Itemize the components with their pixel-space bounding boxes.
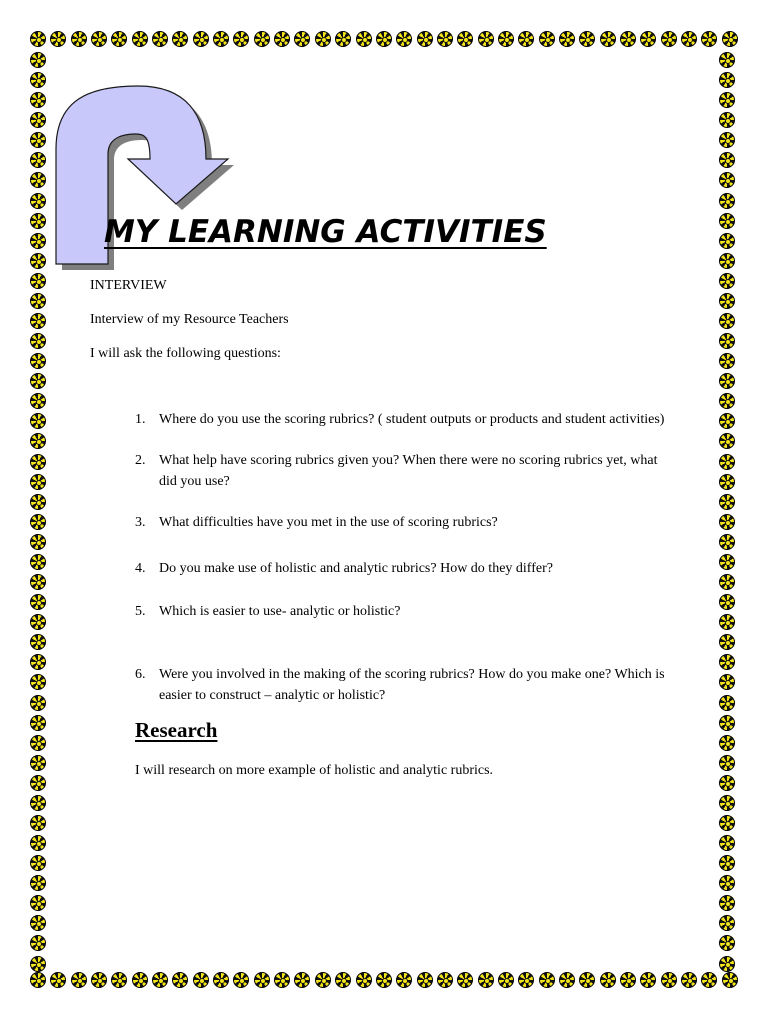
radiation-symbol-icon bbox=[600, 972, 616, 988]
radiation-symbol-icon bbox=[719, 213, 735, 229]
radiation-symbol-icon bbox=[50, 972, 66, 988]
radiation-symbol-icon bbox=[30, 594, 46, 610]
radiation-symbol-icon bbox=[498, 31, 514, 47]
radiation-symbol-icon bbox=[719, 956, 735, 972]
radiation-symbol-icon bbox=[719, 112, 735, 128]
radiation-symbol-icon bbox=[661, 972, 677, 988]
radiation-symbol-icon bbox=[71, 31, 87, 47]
radiation-symbol-icon bbox=[719, 775, 735, 791]
radiation-symbol-icon bbox=[719, 253, 735, 269]
radiation-symbol-icon bbox=[30, 193, 46, 209]
radiation-symbol-icon bbox=[30, 835, 46, 851]
radiation-symbol-icon bbox=[600, 31, 616, 47]
radiation-symbol-icon bbox=[719, 534, 735, 550]
radiation-symbol-icon bbox=[579, 31, 595, 47]
list-text: Which is easier to use- analytic or holistic? bbox=[159, 604, 401, 619]
radiation-symbol-icon bbox=[539, 972, 555, 988]
radiation-symbol-icon bbox=[719, 52, 735, 68]
list-number: 2. bbox=[135, 453, 146, 468]
radiation-symbol-icon bbox=[719, 895, 735, 911]
radiation-symbol-icon bbox=[233, 31, 249, 47]
intro-text: I will ask the following questions: bbox=[90, 346, 281, 361]
radiation-symbol-icon bbox=[132, 31, 148, 47]
radiation-symbol-icon bbox=[30, 454, 46, 470]
radiation-symbol-icon bbox=[30, 815, 46, 831]
radiation-symbol-icon bbox=[30, 514, 46, 530]
radiation-symbol-icon bbox=[719, 715, 735, 731]
radiation-symbol-icon bbox=[193, 31, 209, 47]
list-number: 4. bbox=[135, 561, 146, 576]
radiation-symbol-icon bbox=[722, 31, 738, 47]
radiation-symbol-icon bbox=[478, 31, 494, 47]
radiation-symbol-icon bbox=[30, 353, 46, 369]
radiation-symbol-icon bbox=[681, 972, 697, 988]
research-text: I will research on more example of holistic and analytic rubrics. bbox=[135, 763, 494, 778]
radiation-symbol-icon bbox=[30, 494, 46, 510]
list-text: Were you involved in the making of the scoring rubrics? How do you make one? Which is easier to construct – analytic or holistic? bbox=[159, 667, 665, 703]
list-item bbox=[135, 602, 695, 623]
radiation-symbol-icon bbox=[274, 31, 290, 47]
radiation-symbol-icon bbox=[498, 972, 514, 988]
radiation-symbol-icon bbox=[50, 31, 66, 47]
list-item bbox=[135, 513, 695, 534]
radiation-symbol-icon bbox=[111, 972, 127, 988]
radiation-symbol-icon bbox=[719, 795, 735, 811]
radiation-symbol-icon bbox=[30, 735, 46, 751]
radiation-symbol-icon bbox=[30, 72, 46, 88]
radiation-symbol-icon bbox=[518, 972, 534, 988]
radiation-symbol-icon bbox=[719, 574, 735, 590]
radiation-symbol-icon bbox=[30, 253, 46, 269]
radiation-symbol-icon bbox=[719, 915, 735, 931]
list-item bbox=[135, 410, 695, 431]
radiation-symbol-icon bbox=[30, 574, 46, 590]
list-number: 3. bbox=[135, 515, 146, 530]
radiation-symbol-icon bbox=[152, 31, 168, 47]
radiation-symbol-icon bbox=[30, 52, 46, 68]
radiation-symbol-icon bbox=[132, 972, 148, 988]
radiation-symbol-icon bbox=[30, 233, 46, 249]
radiation-symbol-icon bbox=[719, 273, 735, 289]
radiation-symbol-icon bbox=[719, 594, 735, 610]
radiation-symbol-icon bbox=[30, 674, 46, 690]
radiation-symbol-icon bbox=[437, 31, 453, 47]
radiation-symbol-icon bbox=[681, 31, 697, 47]
radiation-symbol-icon bbox=[719, 494, 735, 510]
radiation-symbol-icon bbox=[193, 972, 209, 988]
radiation-symbol-icon bbox=[396, 972, 412, 988]
border-right bbox=[719, 52, 741, 972]
radiation-symbol-icon bbox=[376, 972, 392, 988]
radiation-symbol-icon bbox=[172, 972, 188, 988]
radiation-symbol-icon bbox=[518, 31, 534, 47]
radiation-symbol-icon bbox=[30, 534, 46, 550]
radiation-symbol-icon bbox=[30, 554, 46, 570]
radiation-symbol-icon bbox=[478, 972, 494, 988]
radiation-symbol-icon bbox=[294, 31, 310, 47]
radiation-symbol-icon bbox=[30, 293, 46, 309]
radiation-symbol-icon bbox=[30, 855, 46, 871]
radiation-symbol-icon bbox=[315, 972, 331, 988]
radiation-symbol-icon bbox=[254, 972, 270, 988]
section-label: INTERVIEW bbox=[90, 278, 167, 293]
radiation-symbol-icon bbox=[719, 193, 735, 209]
subtitle: Interview of my Resource Teachers bbox=[90, 312, 289, 327]
radiation-symbol-icon bbox=[719, 735, 735, 751]
radiation-symbol-icon bbox=[719, 634, 735, 650]
radiation-symbol-icon bbox=[719, 373, 735, 389]
radiation-symbol-icon bbox=[719, 333, 735, 349]
list-text: What difficulties have you met in the use of scoring rubrics? bbox=[159, 515, 498, 530]
radiation-symbol-icon bbox=[620, 972, 636, 988]
border-top bbox=[30, 31, 738, 53]
list-number: 1. bbox=[135, 412, 146, 427]
radiation-symbol-icon bbox=[719, 755, 735, 771]
radiation-symbol-icon bbox=[30, 972, 46, 988]
radiation-symbol-icon bbox=[30, 112, 46, 128]
radiation-symbol-icon bbox=[457, 31, 473, 47]
research-heading: Research bbox=[135, 718, 218, 742]
radiation-symbol-icon bbox=[719, 413, 735, 429]
radiation-symbol-icon bbox=[701, 972, 717, 988]
radiation-symbol-icon bbox=[417, 972, 433, 988]
list-text: Where do you use the scoring rubrics? ( student outputs or products and student activities) bbox=[159, 412, 665, 427]
radiation-symbol-icon bbox=[213, 972, 229, 988]
radiation-symbol-icon bbox=[719, 514, 735, 530]
radiation-symbol-icon bbox=[30, 634, 46, 650]
radiation-symbol-icon bbox=[30, 715, 46, 731]
radiation-symbol-icon bbox=[719, 835, 735, 851]
radiation-symbol-icon bbox=[620, 31, 636, 47]
radiation-symbol-icon bbox=[719, 293, 735, 309]
radiation-symbol-icon bbox=[274, 972, 290, 988]
radiation-symbol-icon bbox=[30, 313, 46, 329]
radiation-symbol-icon bbox=[30, 92, 46, 108]
radiation-symbol-icon bbox=[30, 31, 46, 47]
radiation-symbol-icon bbox=[719, 674, 735, 690]
radiation-symbol-icon bbox=[356, 31, 372, 47]
radiation-symbol-icon bbox=[30, 875, 46, 891]
list-number: 6. bbox=[135, 667, 146, 682]
radiation-symbol-icon bbox=[719, 132, 735, 148]
radiation-symbol-icon bbox=[719, 815, 735, 831]
list-text: Do you make use of holistic and analytic rubrics? How do they differ? bbox=[159, 561, 553, 576]
list-item bbox=[135, 451, 695, 492]
radiation-symbol-icon bbox=[722, 972, 738, 988]
radiation-symbol-icon bbox=[315, 31, 331, 47]
radiation-symbol-icon bbox=[294, 972, 310, 988]
list-item bbox=[135, 559, 695, 580]
radiation-symbol-icon bbox=[719, 614, 735, 630]
radiation-symbol-icon bbox=[30, 654, 46, 670]
radiation-symbol-icon bbox=[172, 31, 188, 47]
radiation-symbol-icon bbox=[701, 31, 717, 47]
radiation-symbol-icon bbox=[376, 31, 392, 47]
radiation-symbol-icon bbox=[719, 935, 735, 951]
radiation-symbol-icon bbox=[719, 313, 735, 329]
radiation-symbol-icon bbox=[539, 31, 555, 47]
radiation-symbol-icon bbox=[233, 972, 249, 988]
radiation-symbol-icon bbox=[719, 554, 735, 570]
radiation-symbol-icon bbox=[30, 775, 46, 791]
radiation-symbol-icon bbox=[661, 31, 677, 47]
radiation-symbol-icon bbox=[30, 614, 46, 630]
radiation-symbol-icon bbox=[30, 795, 46, 811]
radiation-symbol-icon bbox=[719, 474, 735, 490]
radiation-symbol-icon bbox=[30, 895, 46, 911]
radiation-symbol-icon bbox=[213, 31, 229, 47]
radiation-symbol-icon bbox=[719, 353, 735, 369]
radiation-symbol-icon bbox=[719, 855, 735, 871]
radiation-symbol-icon bbox=[719, 695, 735, 711]
list-number: 5. bbox=[135, 604, 146, 619]
radiation-symbol-icon bbox=[30, 935, 46, 951]
radiation-symbol-icon bbox=[719, 654, 735, 670]
radiation-symbol-icon bbox=[30, 213, 46, 229]
page-title: MY LEARNING ACTIVITIES bbox=[104, 214, 547, 250]
radiation-symbol-icon bbox=[30, 413, 46, 429]
radiation-symbol-icon bbox=[91, 972, 107, 988]
radiation-symbol-icon bbox=[719, 152, 735, 168]
radiation-symbol-icon bbox=[457, 972, 473, 988]
radiation-symbol-icon bbox=[719, 875, 735, 891]
list-text: What help have scoring rubrics given you? When there were no scoring rubrics yet, what did you use? bbox=[159, 453, 658, 489]
radiation-symbol-icon bbox=[30, 333, 46, 349]
radiation-symbol-icon bbox=[719, 233, 735, 249]
radiation-symbol-icon bbox=[30, 393, 46, 409]
radiation-symbol-icon bbox=[640, 972, 656, 988]
radiation-symbol-icon bbox=[356, 972, 372, 988]
radiation-symbol-icon bbox=[719, 172, 735, 188]
radiation-symbol-icon bbox=[111, 31, 127, 47]
radiation-symbol-icon bbox=[719, 72, 735, 88]
radiation-symbol-icon bbox=[579, 972, 595, 988]
border-bottom bbox=[30, 972, 738, 994]
radiation-symbol-icon bbox=[30, 152, 46, 168]
radiation-symbol-icon bbox=[91, 31, 107, 47]
radiation-symbol-icon bbox=[30, 755, 46, 771]
radiation-symbol-icon bbox=[640, 31, 656, 47]
radiation-symbol-icon bbox=[30, 273, 46, 289]
radiation-symbol-icon bbox=[335, 972, 351, 988]
radiation-symbol-icon bbox=[71, 972, 87, 988]
radiation-symbol-icon bbox=[335, 31, 351, 47]
radiation-symbol-icon bbox=[30, 474, 46, 490]
radiation-symbol-icon bbox=[254, 31, 270, 47]
radiation-symbol-icon bbox=[152, 972, 168, 988]
radiation-symbol-icon bbox=[396, 31, 412, 47]
radiation-symbol-icon bbox=[559, 31, 575, 47]
radiation-symbol-icon bbox=[30, 915, 46, 931]
list-item bbox=[135, 665, 695, 706]
radiation-symbol-icon bbox=[417, 31, 433, 47]
radiation-symbol-icon bbox=[719, 92, 735, 108]
radiation-symbol-icon bbox=[719, 393, 735, 409]
radiation-symbol-icon bbox=[30, 956, 46, 972]
radiation-symbol-icon bbox=[437, 972, 453, 988]
radiation-symbol-icon bbox=[30, 373, 46, 389]
radiation-symbol-icon bbox=[719, 433, 735, 449]
radiation-symbol-icon bbox=[30, 132, 46, 148]
radiation-symbol-icon bbox=[559, 972, 575, 988]
radiation-symbol-icon bbox=[30, 695, 46, 711]
radiation-symbol-icon bbox=[719, 454, 735, 470]
radiation-symbol-icon bbox=[30, 433, 46, 449]
radiation-symbol-icon bbox=[30, 172, 46, 188]
